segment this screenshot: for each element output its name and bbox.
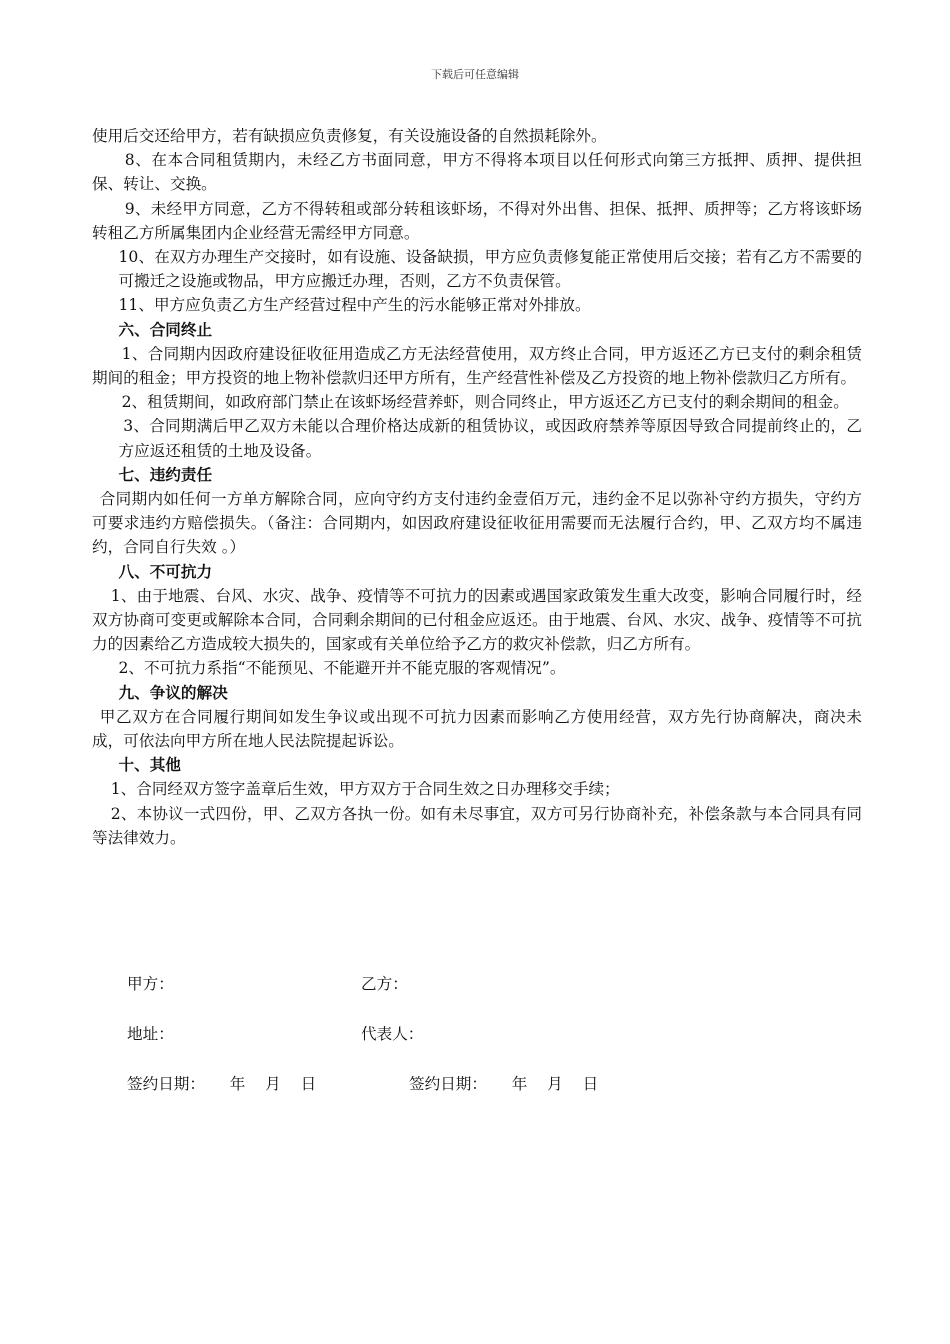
section-8-item: 2、不可抗力系指“不能预见、不能避开并不能克服的客观情况”。	[118, 659, 566, 678]
clause-8: 8、在本合同租赁期内，未经乙方书面同意，甲方不得将本项目以任何形式向第三方抵押、质押、提供担保、转让、交换。	[92, 151, 862, 194]
section-6-item: 3、合同期满后甲乙双方未能以合理价格达成新的租赁协议，或因政府禁养等原因导致合同提前终止的，乙方应返还租赁的土地及设备。	[118, 417, 862, 460]
section-9-text: 甲乙双方在合同履行期间如发生争议或出现不可抗力因素而影响乙方使用经营，双方先行协商解决，商决未成，可依法向甲方所在地人民法院提起诉讼。	[92, 707, 862, 751]
section-7-text: 合同期内如任何一方单方解除合同，应向守约方支付违约金壹佰万元，违约金不足以弥补守约方损失，守约方可要求违约方赔偿损失。（备注：合同期内，如因政府建设征收征用需要而无法履行合约，甲、乙双方均不属违约，合同自行失效 。）	[92, 490, 862, 557]
address-label: 地址：	[127, 1025, 174, 1043]
section-9-heading: 九、争议的解决	[118, 683, 228, 702]
section-8-item: 1、由于地震、台风、水灾、战争、疫情等不可抗力的因素或遇国家政策发生重大改变，影响合同履行时，经双方协商可变更或解除本合同，合同剩余期间的已付租金应返还。由于地震、台风、水灾、战争、疫情等不可抗力的因素给乙方造成较大损失的，国家或有关单位给予乙方的救灾补偿款，归乙方所有。	[92, 586, 862, 654]
section-6-item: 2、租赁期间，如政府部门禁止在该虾场经营养虾，则合同终止，甲方返还乙方已支付的剩余期间的租金。	[121, 393, 849, 412]
party-a-label: 甲方：	[127, 975, 174, 993]
contract-body	[92, 124, 862, 850]
page-header-note: 下载后可任意编辑	[431, 68, 519, 81]
clause-9: 9、未经甲方同意，乙方不得转租或部分转租该虾场，不得对外出售、担保、抵押、质押等；乙方将该虾场转租乙方所属集团内企业经营无需经甲方同意。	[92, 199, 862, 242]
section-8-heading: 八、不可抗力	[118, 562, 213, 581]
section-6-item: 1、合同期内因政府建设征收征用造成乙方无法经营使用，双方终止合同，甲方返还乙方已支付的剩余租赁期间的租金；甲方投资的地上物补偿款归还甲方所有，生产经营性补偿及乙方投资的地上物补偿款归乙方所有。	[92, 344, 862, 388]
section-7-heading: 七、违约责任	[118, 465, 213, 484]
clause-10: 10、在双方办理生产交接时，如有设施、设备缺损，甲方应负责修复能正常使用后交接；若有乙方不需要的可搬迁之设施或物品，甲方应搬迁办理，否则，乙方不负责保管。	[118, 248, 862, 291]
section-10-item: 2、本协议一式四份，甲、乙双方各执一份。如有未尽事宜，双方可另行协商补充，补偿条款与本合同具有同等法律效力。	[92, 804, 862, 847]
clause-11: 11、甲方应负责乙方生产经营过程中产生的污水能够正常对外排放。	[118, 296, 591, 315]
section-6-heading: 六、合同终止	[118, 320, 213, 339]
representative-label: 代表人：	[361, 1025, 424, 1043]
section-10-heading: 十、其他	[118, 756, 181, 775]
signing-date-b: 签约日期： 年 月 日	[409, 1075, 599, 1093]
signing-date-a: 签约日期： 年 月 日	[127, 1075, 317, 1093]
section-10-item: 1、合同经双方签字盖章后生效，甲方双方于合同生效之日办理移交手续；	[110, 780, 620, 799]
paragraph-continuation: 使用后交还给甲方，若有缺损应负责修复，有关设施设备的自然损耗除外。	[92, 127, 607, 145]
party-b-label: 乙方：	[361, 975, 408, 993]
